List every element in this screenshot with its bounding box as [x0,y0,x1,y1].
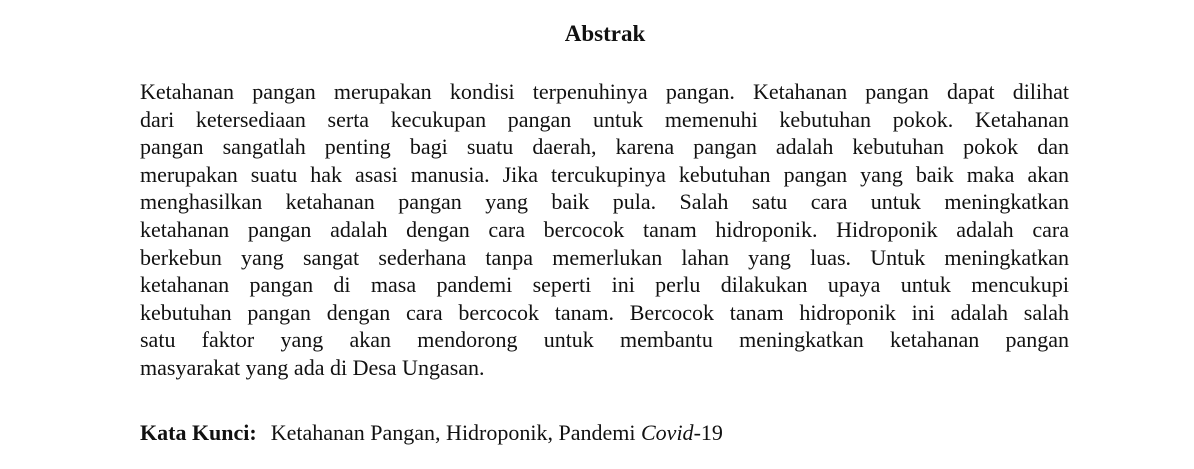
abstract-line: ketahanan pangan adalah dengan cara bercocok tanam hidroponik. Hidroponik adalah cara [140,216,1069,242]
abstract-body [140,78,1069,382]
abstract-line: berkebun yang sangat sederhana tanpa memerlukan lahan yang luas. Untuk meningkatkan [140,244,1069,270]
keywords-text: Ketahanan Pangan, Hidroponik, Pandemi [270,420,641,445]
abstract-line: ketahanan pangan di masa pandemi seperti ini perlu dilakukan upaya untuk mencukupi [140,272,1069,298]
abstract-line: dari ketersediaan serta kecukupan pangan untuk memenuhi kebutuhan pokok. Ketahanan [140,106,1069,132]
abstract-line: masyarakat yang ada di Desa Ungasan. [140,354,485,380]
abstract-line: satu faktor yang akan mendorong untuk membantu meningkatkan ketahanan pangan [140,327,1069,353]
keywords-label: Kata Kunci: [140,420,257,445]
keywords-suffix: -19 [693,420,723,445]
keywords-line [140,418,723,448]
abstract-line: merupakan suatu hak asasi manusia. Jika tercukupinya kebutuhan pangan yang baik maka akan [140,161,1069,187]
abstract-line: kebutuhan pangan dengan cara bercocok tanam. Bercocok tanam hidroponik ini adalah salah [140,299,1069,325]
abstract-line: pangan sangatlah penting bagi suatu daerah, karena pangan adalah kebutuhan pokok dan [140,134,1069,160]
keywords-italic: Covid [641,420,694,445]
abstract-line: menghasilkan ketahanan pangan yang baik pula. Salah satu cara untuk meningkatkan [140,189,1069,215]
abstract-title: Abstrak [564,21,646,46]
abstract-line: Ketahanan pangan merupakan kondisi terpenuhinya pangan. Ketahanan pangan dapat dilihat [140,79,1069,104]
